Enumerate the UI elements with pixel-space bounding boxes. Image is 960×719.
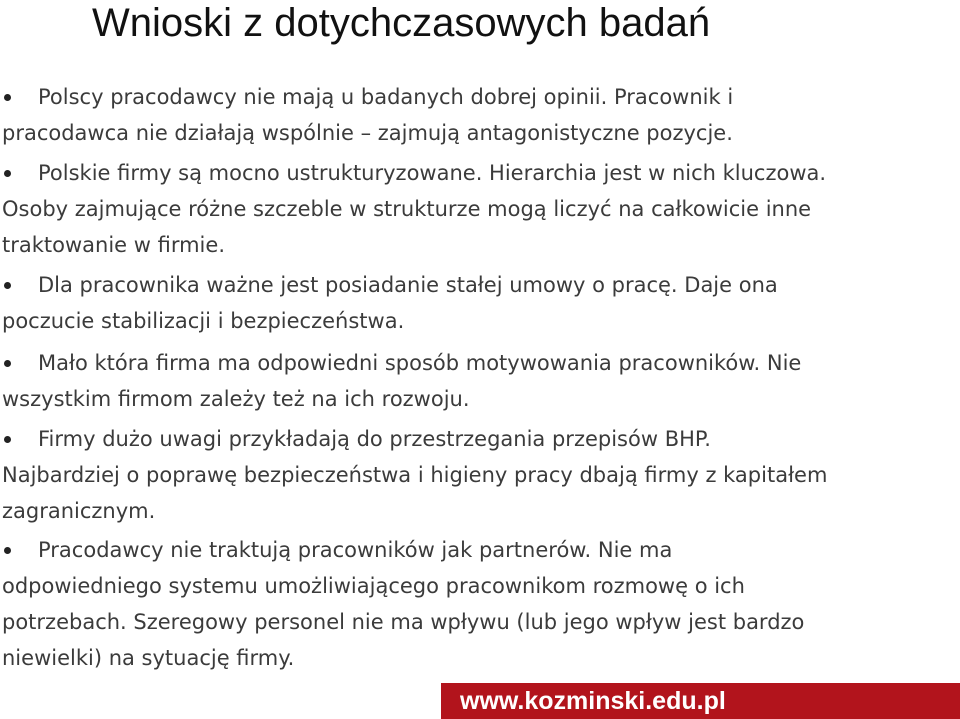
bullet-line: Mało która firma ma odpowiedni sposób motywowania pracowników. Nie [38,351,802,375]
bullet-item [0,421,900,529]
bullet-line: Firmy dużo uwagi przykładają do przestrzegania przepisów BHP. [38,427,711,451]
bullet-line: Osoby zajmujące różne szczeble w strukturze mogą liczyć na całkowicie inne [2,197,812,221]
bullet-line: zagranicznym. [2,499,156,523]
bullet-item [0,79,900,151]
bullet-item [0,345,900,417]
bullet-dot-icon [4,547,11,554]
bullet-dot-icon [4,170,11,177]
bullet-item [0,155,900,263]
bullet-line: Najbardziej o poprawę bezpieczeństwa i higieny pracy dbają firmy z kapitałem [2,463,828,487]
bullet-line: potrzebach. Szeregowy personel nie ma wpływu (lub jego wpływ jest bardzo [2,610,805,634]
bullet-line: Polskie firmy są mocno ustrukturyzowane. Hierarchia jest w nich kluczowa. [38,161,827,185]
bullet-line: odpowiedniego systemu umożliwiającego pracownikom rozmowę o ich [2,574,745,598]
bullet-line: niewielki) na sytuację firmy. [2,646,295,670]
slide-title: Wnioski z dotychczasowych badań [92,1,711,45]
bullet-dot-icon [4,360,11,367]
bullet-item [0,267,900,339]
bullet-line: Dla pracownika ważne jest posiadanie stałej umowy o pracę. Daje ona [38,273,778,297]
bullet-line: wszystkim firmom zależy też na ich rozwoju. [2,387,470,411]
footer-url-link[interactable]: www.kozminski.edu.pl [460,687,726,715]
bullet-line: Polscy pracodawcy nie mają u badanych dobrej opinii. Pracownik i [38,85,734,109]
bullet-dot-icon [4,282,11,289]
bullet-item [0,532,900,676]
bullet-dot-icon [4,94,11,101]
bullet-line: pracodawca nie działają wspólnie – zajmują antagonistyczne pozycje. [2,121,733,145]
bullet-line: Pracodawcy nie traktują pracowników jak partnerów. Nie ma [38,538,673,562]
bullet-dot-icon [4,436,11,443]
bullet-line: traktowanie w firmie. [2,233,225,257]
bullet-line: poczucie stabilizacji i bezpieczeństwa. [2,309,405,333]
